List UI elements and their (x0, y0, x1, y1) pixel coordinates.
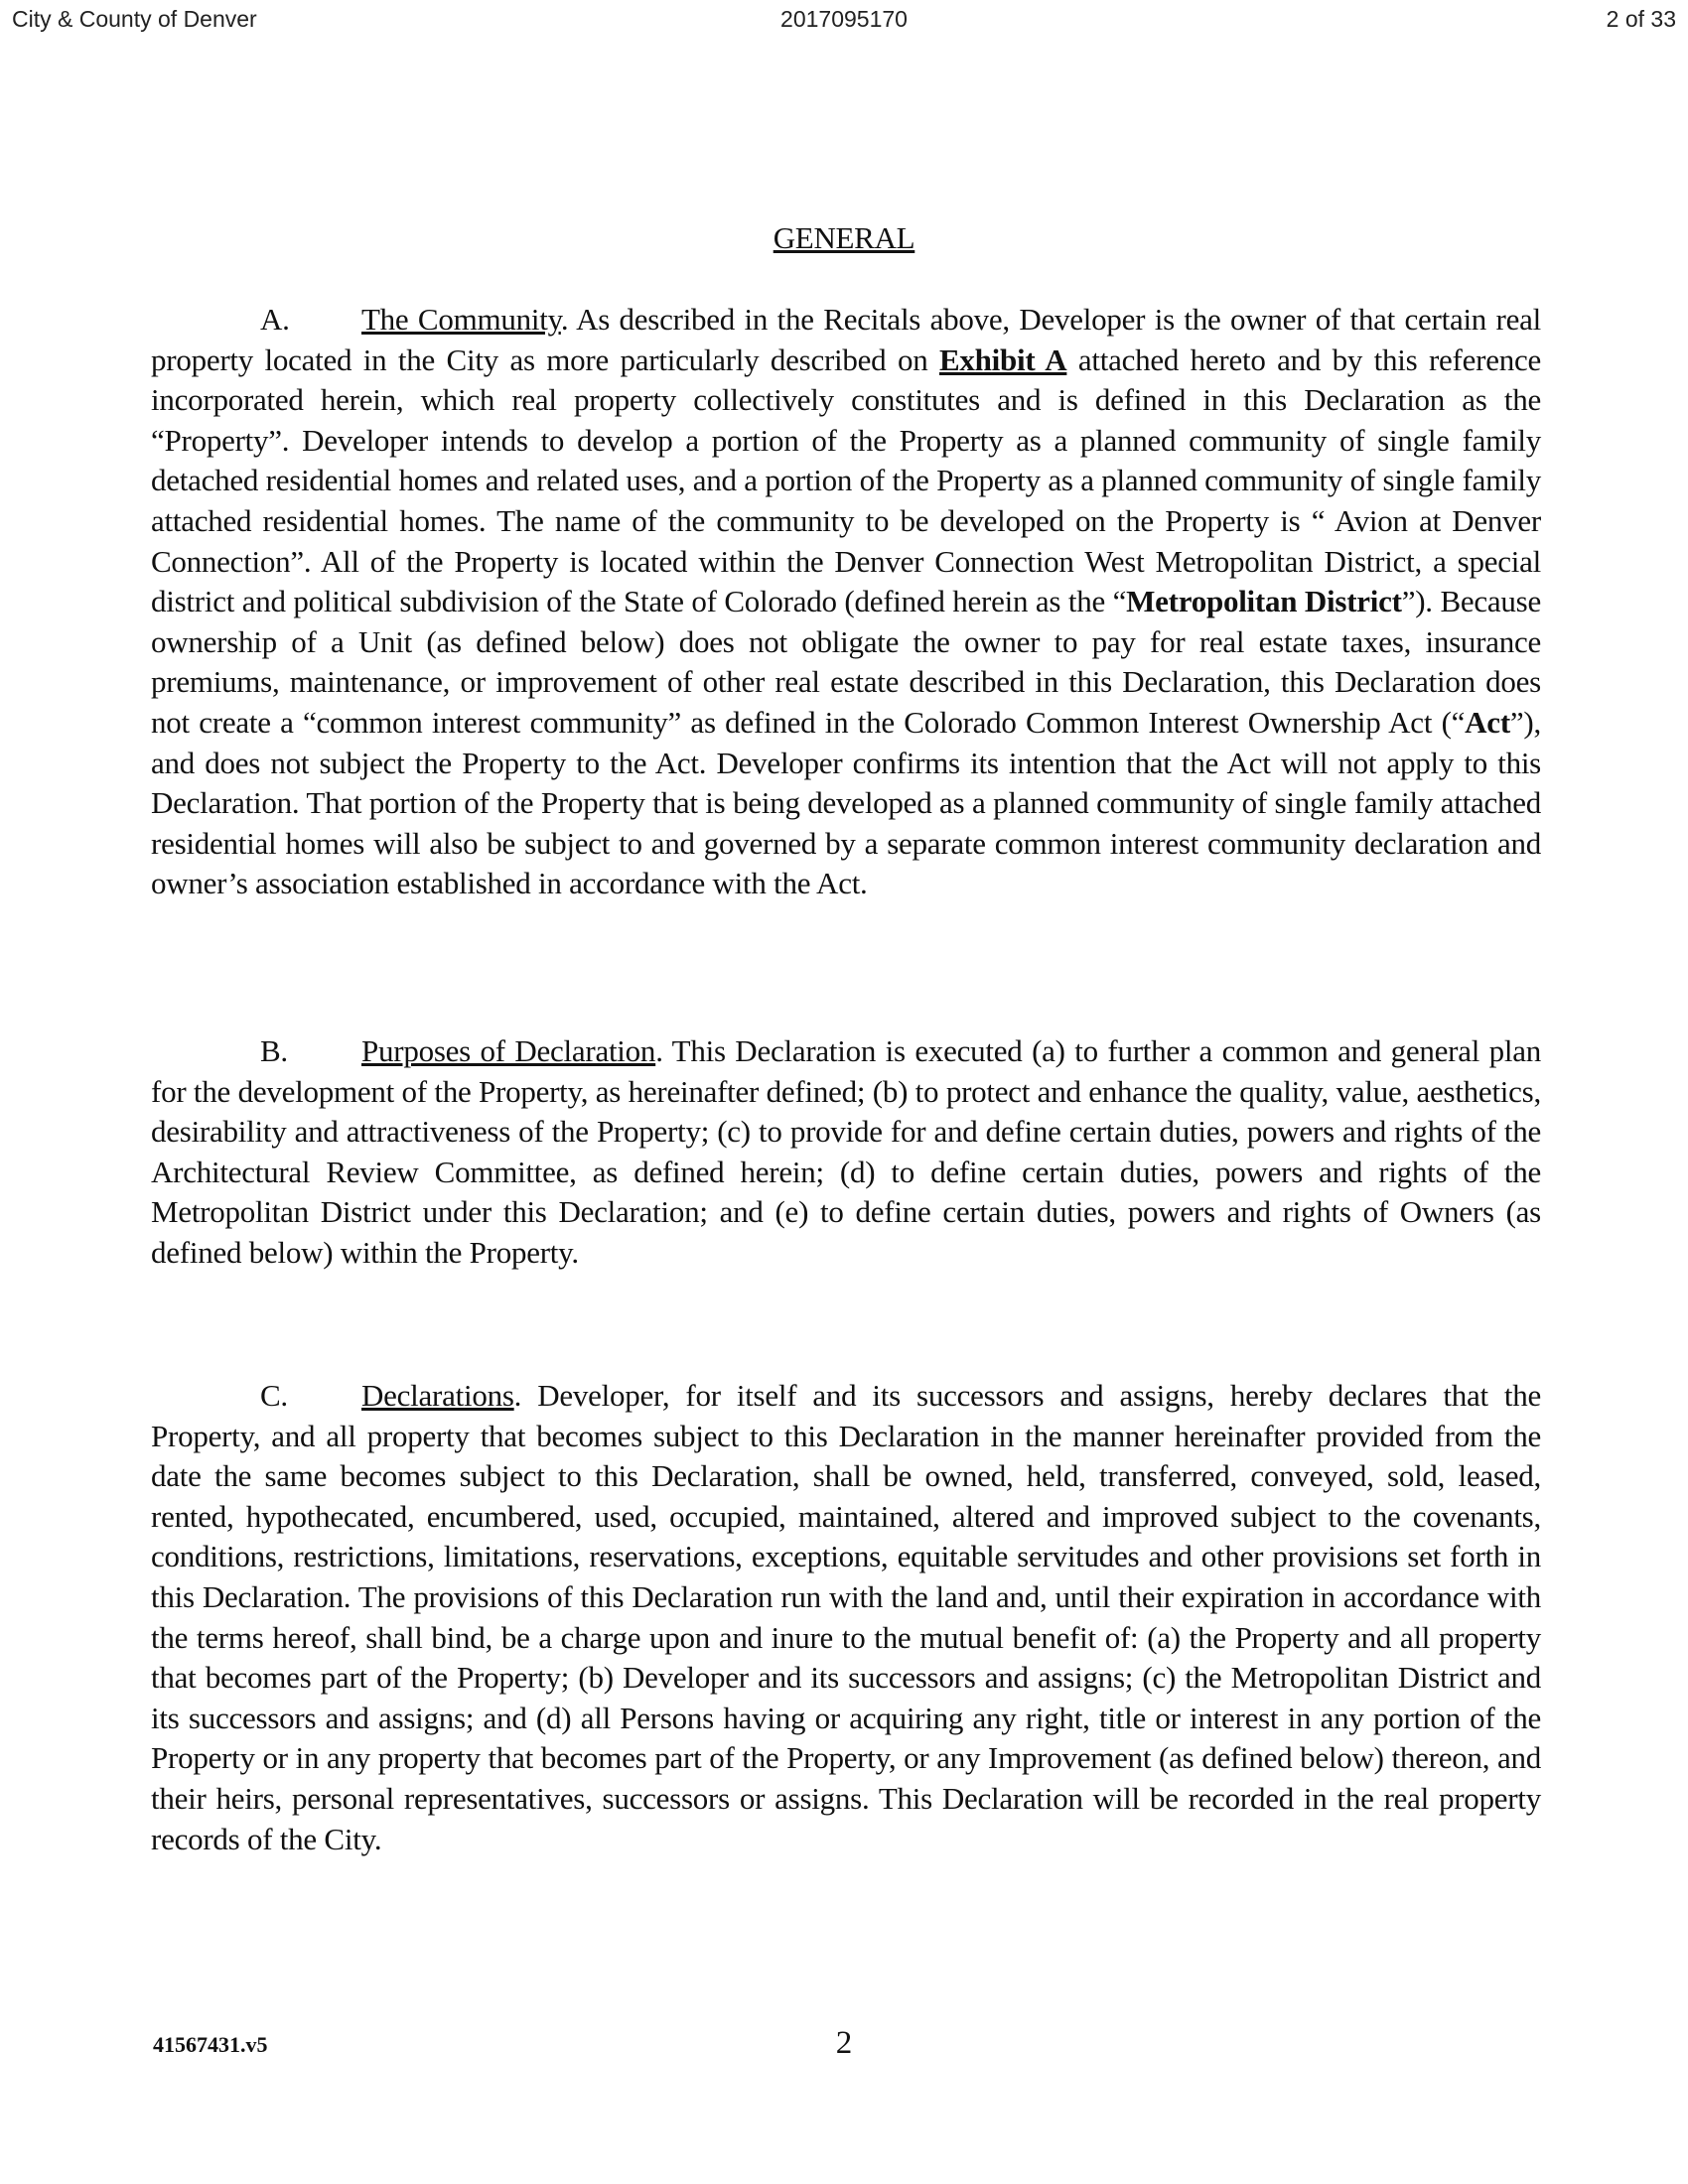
paragraph-heading: Purposes of Declaration (361, 1033, 656, 1068)
paragraph-heading: The Community (361, 302, 561, 337)
paragraph-letter: B. (260, 1033, 288, 1068)
paragraph-a (151, 300, 1541, 904)
paragraph-text: . Developer, for itself and its successors and assigns, hereby declares that the Property, and all property that becomes subject to this Declaration in the manner hereinafter provided from the date the same becomes subject to this Declaration, shall be owned, held, transferred, conveyed, sold, leased, rented, hypothecated, encumbered, used, occupied, maintained, altered and improved subject to the covenants, conditions, restrictions, limitations, reservations, exceptions, equitable servitudes and other provisions set forth in this Declaration. The provisions of this Declaration run with the land and, until their expiration in accordance with the terms hereof, shall bind, be a charge upon and inure to the mutual benefit of: (a) the Property and all property that becomes part of the Property; (b) Developer and its successors and assigns; (c) the Metropolitan District and its successors and assigns; and (d) all Persons having or acquiring any right, title or interest in any portion of the Property or in any property that becomes part of the Property, or any Improvement (as defined below) thereon, and their heirs, personal representatives, successors or assigns. This Declaration will be recorded in the real property records of the City. (151, 1378, 1541, 1856)
defined-term: Act (1465, 704, 1510, 740)
paragraph-c (151, 1376, 1541, 1859)
paragraph-text: . As described in the Recitals above, Developer is the owner of that certain real property located in the City as more particularly described on (151, 302, 1542, 377)
paragraph-letter: A. (260, 302, 290, 337)
paragraph-heading: Declarations (361, 1378, 514, 1413)
exhibit-reference: Exhibit A (938, 341, 1067, 377)
reception-number: 2017095170 (780, 6, 908, 32)
paragraph-b (151, 1031, 1541, 1274)
page-number: 2 (835, 2025, 853, 2061)
paragraph-text: ”), and does not subject the Property to the Act. Developer confirms its intention that the Act will not apply to this Declaration. That portion of the Property that is being developed as a planned community of single family attached residential homes will also be subject to and governed by a separate common interest community declaration and owner’s association established in accordance with the Act. (151, 704, 1541, 901)
section-title: GENERAL (773, 220, 915, 255)
recorder-county-label: City & County of Denver (12, 6, 257, 32)
paragraph-letter: C. (260, 1378, 288, 1413)
document-id: 41567431.v5 (153, 2032, 268, 2057)
paragraph-text: attached hereto and by this reference incorporated herein, which real property collectively constitutes and is defined in this Declaration as the “Property”. Developer intends to develop a portion of the Property as a planned community of single family detached residential homes and related uses, and a portion of the Property as a planned community of single family attached residential homes. The name of the community to be developed on the Property is “ Avion at Denver Connection”. All of the Property is located within the Denver Connection West Metropolitan District, a special district and political subdivision of the State of Colorado (defined herein as the “ (151, 341, 1541, 619)
page-count-label: 2 of 33 (1606, 6, 1676, 32)
paragraph-text: ”). Because ownership of a Unit (as defined below) does not obligate the owner to pay for real estate taxes, insurance premiums, maintenance, or improvement of other real estate described in this Declaration, this Declaration does not create a “common interest community” as defined in the Colorado Common Interest Ownership Act (“ (151, 584, 1541, 740)
defined-term: Metropolitan District (1126, 584, 1402, 619)
paragraph-text: . This Declaration is executed (a) to further a common and general plan for the development of the Property, as hereinafter defined; (b) to protect and enhance the quality, value, aesthetics, desirability and attractiveness of the Property; (c) to provide for and define certain duties, powers and rights of the Architectural Review Committee, as defined herein; (d) to define certain duties, powers and rights of the Metropolitan District under this Declaration; and (e) to define certain duties, powers and rights of Owners (as defined below) within the Property. (151, 1033, 1541, 1270)
